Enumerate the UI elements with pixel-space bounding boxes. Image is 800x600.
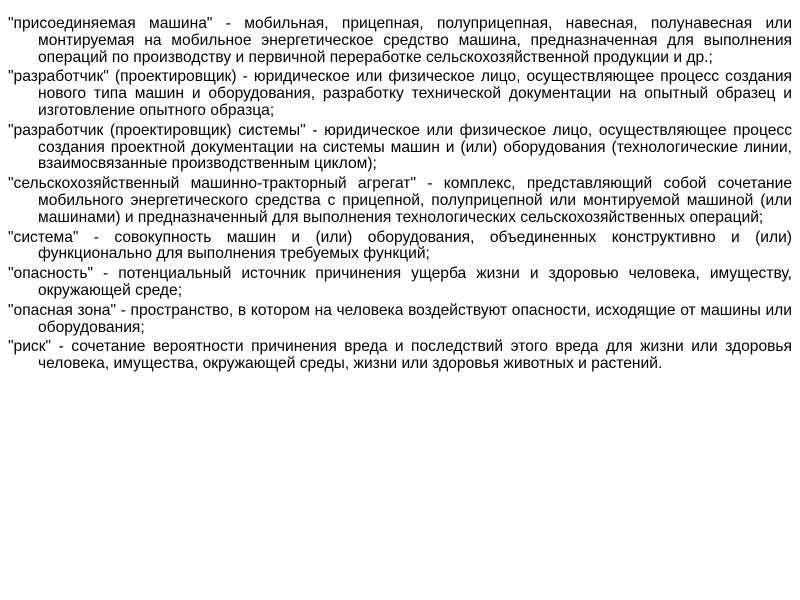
definition-attached-machine: "присоединяемая машина" - мобильная, прицепная, полуприцепная, навесная, полунавесная или монтируемая на мобильное энергетическое средство машина, предназначенная для выполнения операций по производству и первичной переработке сельскохозяйственной продукции и др.; (8, 15, 792, 66)
definition-hazard: "опасность" - потенциальный источник причинения ущерба жизни и здоровью человека, имуществу, окружающей среде; (8, 265, 792, 299)
definition-danger-zone: "опасная зона" - пространство, в котором на человека воздействуют опасности, исходящие от машины или оборудования; (8, 301, 792, 336)
definition-developer: "разработчик" (проектировщик) - юридическое или физическое лицо, осуществляющее процесс создания нового типа машин и оборудования, разработку технической документации на опытный образец и изготовление опытного образца; (8, 68, 792, 119)
definition-system: "система" - совокупность машин и (или) оборудования, объединенных конструктивно и (или) функционально для выполнения требуемых функций; (8, 228, 792, 263)
definition-machine-tractor-unit: "сельскохозяйственный машинно-тракторный агрегат" - комплекс, представляющий собой сочетание мобильного энергетического средства с прицепной, полуприцепной или монтируемой машиной (или машинами) и предназначенный для выполнения технологических сельскохозяйственных операций; (8, 175, 792, 226)
definition-system-developer: "разработчик (проектировщик) системы" - юридическое или физическое лицо, осуществляющее процесс создания проектной документации на системы машин и (или) оборудования (технологические линии, взаимосвязанные производственным циклом); (8, 121, 792, 173)
definition-risk: "риск" - сочетание вероятности причинения вреда и последствий этого вреда для жизни или здоровья человека, имущества, окружающей среды, жизни или здоровья животных и растений. (8, 338, 792, 373)
definitions-document (8, 16, 792, 376)
